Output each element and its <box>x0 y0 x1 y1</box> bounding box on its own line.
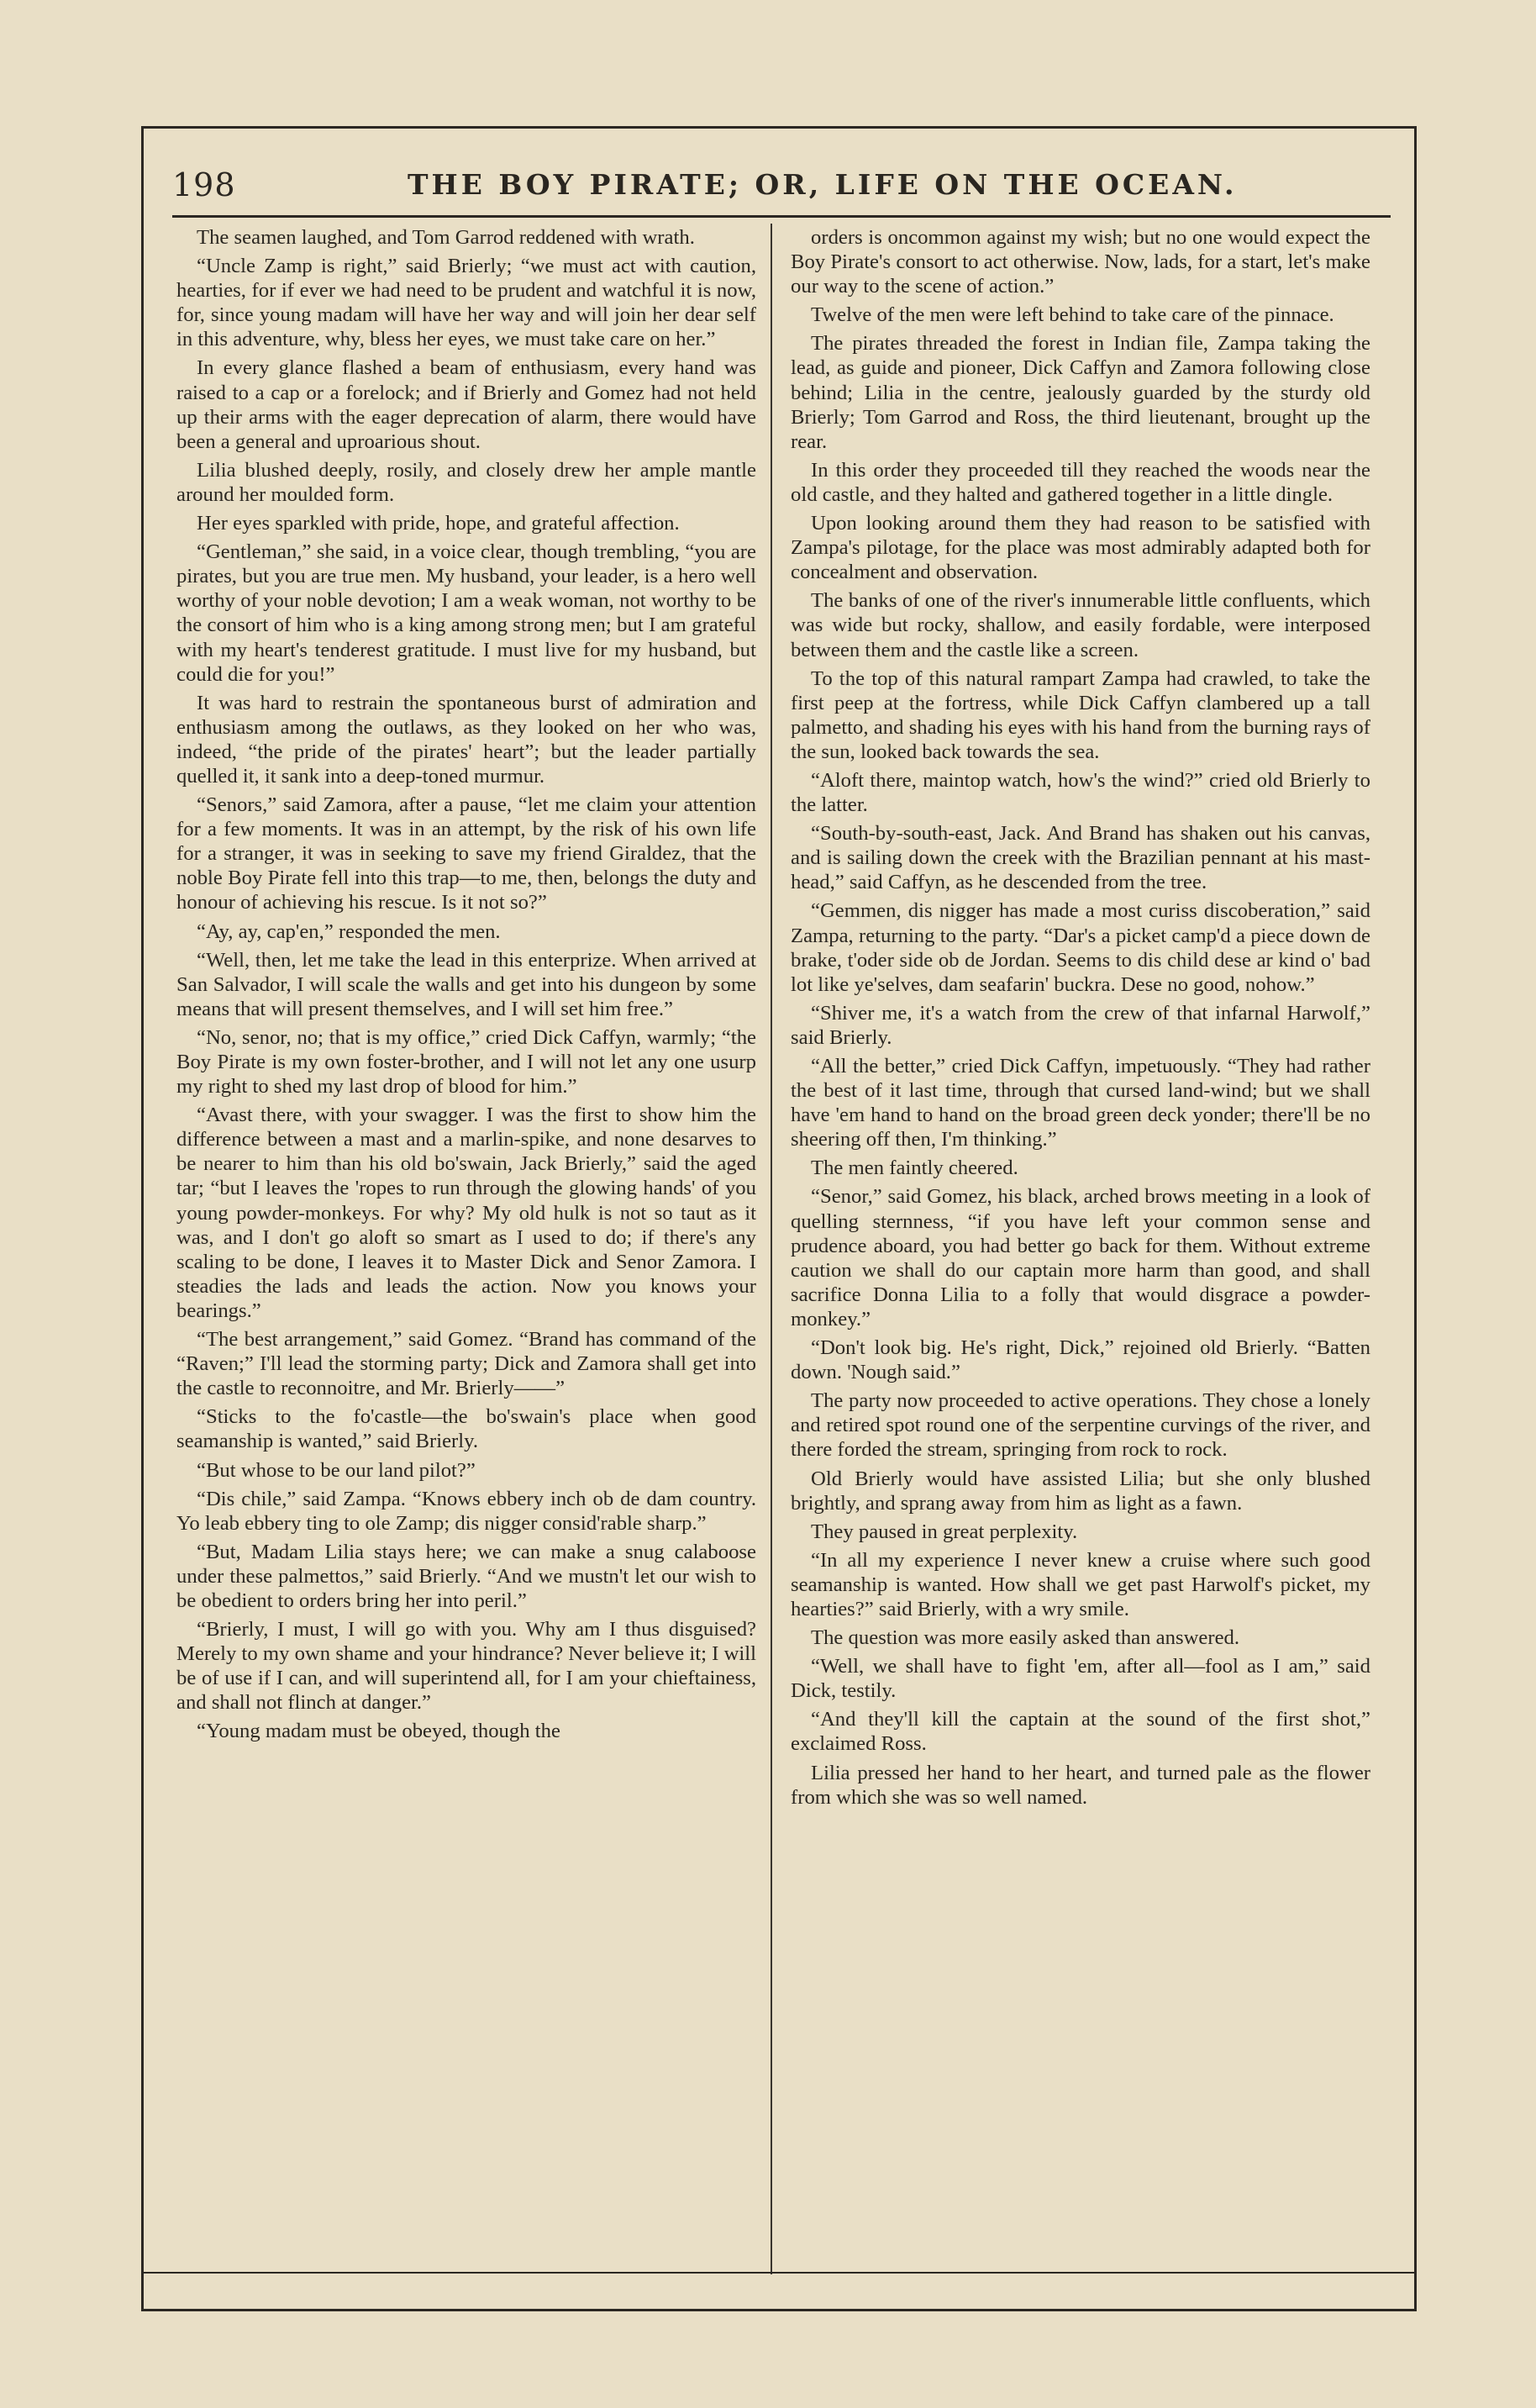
paragraph: They paused in great perplexity. <box>811 1520 1078 1543</box>
page-number: 198 <box>172 166 236 203</box>
paragraph: To the top of this natural rampart Zampa had crawled, to take the first peep at the fortress, while Dick Caffyn clambered up a tall palmetto, and shading his eyes with his hand from the burning rays of the sun, looked back towards the sea. <box>791 667 1370 763</box>
paragraph: “Gentleman,” she said, in a voice clear, though trembling, “you are pirates, but you are true men. My husband, your leader, is a hero well worthy of your noble devotion; I am a weak woman, not worthy to be the consort of him who is a king among strong men; but I am grateful with my heart's tenderest gratitude. I must live for my husband, but could die for you!” <box>176 540 756 686</box>
paragraph: “Young madam must be obeyed, though the <box>197 1720 560 1743</box>
paragraph: “Dis chile,” said Zampa. “Knows ebbery inch ob de dam country. Yo leab ebbery ting to ole Zamp; dis nigger consid'rable sharp.” <box>176 1487 756 1535</box>
paragraph: “All the better,” cried Dick Caffyn, impetuously. “They had rather the best of it last time, through that cursed land-wind; but we shall have 'em hand to hand on the broad green deck yonder; there'll be no sheering off then, I'm thinking.” <box>791 1055 1370 1151</box>
paragraph: “Ay, ay, cap'en,” responded the men. <box>197 919 501 943</box>
paragraph: “Avast there, with your swagger. I was the first to show him the difference between a mast and a marlin-spike, and none desarves to be nearer to him than his old bo'swain, Jack Brierly,” said the aged tar; “but I leaves the 'ropes to run through the glowing hands' of you young powder-monkeys. For why? My old hulk is not so taut as it was, and I don't go aloft so smart as I used to do; if there's any scaling to be done, I leaves it to Master Dick and Senor Zamora. I steadies the lads and leads the action. Now you knows your bearings.” <box>176 1104 756 1322</box>
paragraph: “And they'll kill the captain at the sound of the first shot,” exclaimed Ross. <box>791 1708 1370 1756</box>
paragraph: Her eyes sparkled with pride, hope, and grateful affection. <box>197 512 680 535</box>
paragraph: Lilia pressed her hand to her heart, and turned pale as the flower from which she was so well named. <box>791 1761 1370 1809</box>
paragraph: “But, Madam Lilia stays here; we can make a snug calaboose under these palmettos,” said Brierly. “And we mustn't let our wish to be obedient to orders bring her into peril.” <box>176 1540 756 1612</box>
paragraph: “In all my experience I never knew a cruise where such good seamanship is wanted. How shall we get past Harwolf's picket, my hearties?” said Brierly, with a wry smile. <box>791 1548 1370 1620</box>
paragraph: Lilia blushed deeply, rosily, and closely drew her ample mantle around her moulded form. <box>176 458 756 506</box>
paragraph: “Uncle Zamp is right,” said Brierly; “we must act with caution, hearties, for if ever we had need to be prudent and watchful it is now, for, since young madam will have her way and will join her dear self in this adventure, why, bless her eyes, we must take care on her.” <box>176 255 756 351</box>
header-rule <box>172 215 1391 218</box>
left-column <box>176 225 756 2268</box>
paragraph: “The best arrangement,” said Gomez. “Brand has command of the “Raven;” I'll lead the storming party; Dick and Zamora shall get into the castle to reconnoitre, and Mr. Brierly——” <box>176 1328 756 1400</box>
paragraph: orders is oncommon against my wish; but no one would expect the Boy Pirate's consort to act otherwise. Now, lads, for a start, let's make our way to the scene of action.” <box>791 226 1370 298</box>
paragraph: The seamen laughed, and Tom Garrod reddened with wrath. <box>197 226 695 249</box>
paragraph: “But whose to be our land pilot?” <box>197 1458 476 1482</box>
paragraph: “Well, then, let me take the lead in this enterprize. When arrived at San Salvador, I will scale the walls and get into his dungeon by some means that will present themselves, and I will set him free.” <box>176 948 756 1020</box>
running-title: THE BOY PIRATE; OR, LIFE ON THE OCEAN. <box>408 168 1238 201</box>
paragraph: The party now proceeded to active operations. They chose a lonely and retired spot round one of the serpentine curvings of the river, and there forded the stream, springing from rock to rock. <box>791 1389 1370 1462</box>
paragraph: The banks of one of the river's innumerable little confluents, which was wide but rocky, shallow, and easily fordable, were interposed between them and the castle like a screen. <box>791 589 1370 661</box>
paragraph: “Aloft there, maintop watch, how's the wind?” cried old Brierly to the latter. <box>791 768 1370 817</box>
paragraph: It was hard to restrain the spontaneous burst of admiration and enthusiasm among the outlaws, as they looked on her who was, indeed, “the pride of the pirates' heart”; but the leader partially quelled it, it sank into a deep-toned murmur. <box>176 691 756 788</box>
paragraph: Twelve of the men were left behind to take care of the pinnace. <box>811 303 1334 327</box>
paragraph: “South-by-south-east, Jack. And Brand has shaken out his canvas, and is sailing down the creek with the Brazilian pennant at his mast-head,” said Caffyn, as he descended from the tree. <box>791 822 1370 894</box>
paragraph: Old Brierly would have assisted Lilia; but she only blushed brightly, and sprang away from him as light as a fawn. <box>791 1467 1370 1515</box>
paragraph: “Well, we shall have to fight 'em, after all—fool as I am,” said Dick, testily. <box>791 1655 1370 1703</box>
paragraph: The question was more easily asked than answered. <box>811 1626 1240 1650</box>
right-column <box>791 225 1370 2268</box>
paragraph: “Brierly, I must, I will go with you. Why am I thus disguised? Merely to my own shame and your hindrance? Never believe it; I will be of use if I can, and will superintend all, for I am your chieftainess, and shall not flinch at danger.” <box>176 1618 756 1715</box>
paragraph: “Gemmen, dis nigger has made a most curiss discoberation,” said Zampa, returning to the party. “Dar's a picket camp'd a piece down de brake, t'oder side ob de Jordan. Seems to dis child dese ar kind o' bad lot like ye'selves, dam seafarin' buckra. Dese no good, nohow.” <box>791 899 1370 996</box>
paragraph: Upon looking around them they had reason to be satisfied with Zampa's pilotage, for the place was most admirably adapted both for concealment and observation. <box>791 512 1370 584</box>
column-divider <box>771 224 772 2274</box>
paragraph: The pirates threaded the forest in Indian file, Zampa taking the lead, as guide and pioneer, Dick Caffyn and Zamora following close behind; Lilia in the centre, jealously guarded by the sturdy old Brierly; Tom Garrod and Ross, the third lieutenant, brought up the rear. <box>791 332 1370 453</box>
paragraph: In this order they proceeded till they reached the woods near the old castle, and they halted and gathered together in a little dingle. <box>791 458 1370 506</box>
page-header <box>172 161 1238 208</box>
paragraph: “Senors,” said Zamora, after a pause, “let me claim your attention for a few moments. It was in an attempt, by the risk of his own life for a stranger, it was in seeking to save my friend Giraldez, that the noble Boy Pirate fell into this trap—to me, then, belongs the duty and honour of achieving his rescue. Is it not so?” <box>176 793 756 914</box>
paragraph: The men faintly cheered. <box>811 1157 1018 1180</box>
paragraph: “Shiver me, it's a watch from the crew of that infarnal Harwolf,” said Brierly. <box>791 1001 1370 1049</box>
paragraph: “Senor,” said Gomez, his black, arched brows meeting in a look of quelling sternness, “if you have left your common sense and prudence aboard, you had better go back for them. Without extreme caution we shall do our captain more harm than good, and shall sacrifice Donna Lilia to a folly that would disgrace a powder-monkey.” <box>791 1185 1370 1330</box>
footer-rule <box>141 2272 1417 2274</box>
paragraph: “Sticks to the fo'castle—the bo'swain's place when good seamanship is wanted,” said Brierly. <box>176 1405 756 1453</box>
paragraph: “Don't look big. He's right, Dick,” rejoined old Brierly. “Batten down. 'Nough said.” <box>791 1336 1370 1384</box>
paragraph: “No, senor, no; that is my office,” cried Dick Caffyn, warmly; “the Boy Pirate is my own foster-brother, and I will not let any one usurp my right to shed my last drop of blood for him.” <box>176 1025 756 1099</box>
paragraph: In every glance flashed a beam of enthusiasm, every hand was raised to a cap or a forelock; and if Brierly and Gomez had not held up their arms with the eager deprecation of alarm, there would have been a general and uproarious shout. <box>176 356 756 453</box>
